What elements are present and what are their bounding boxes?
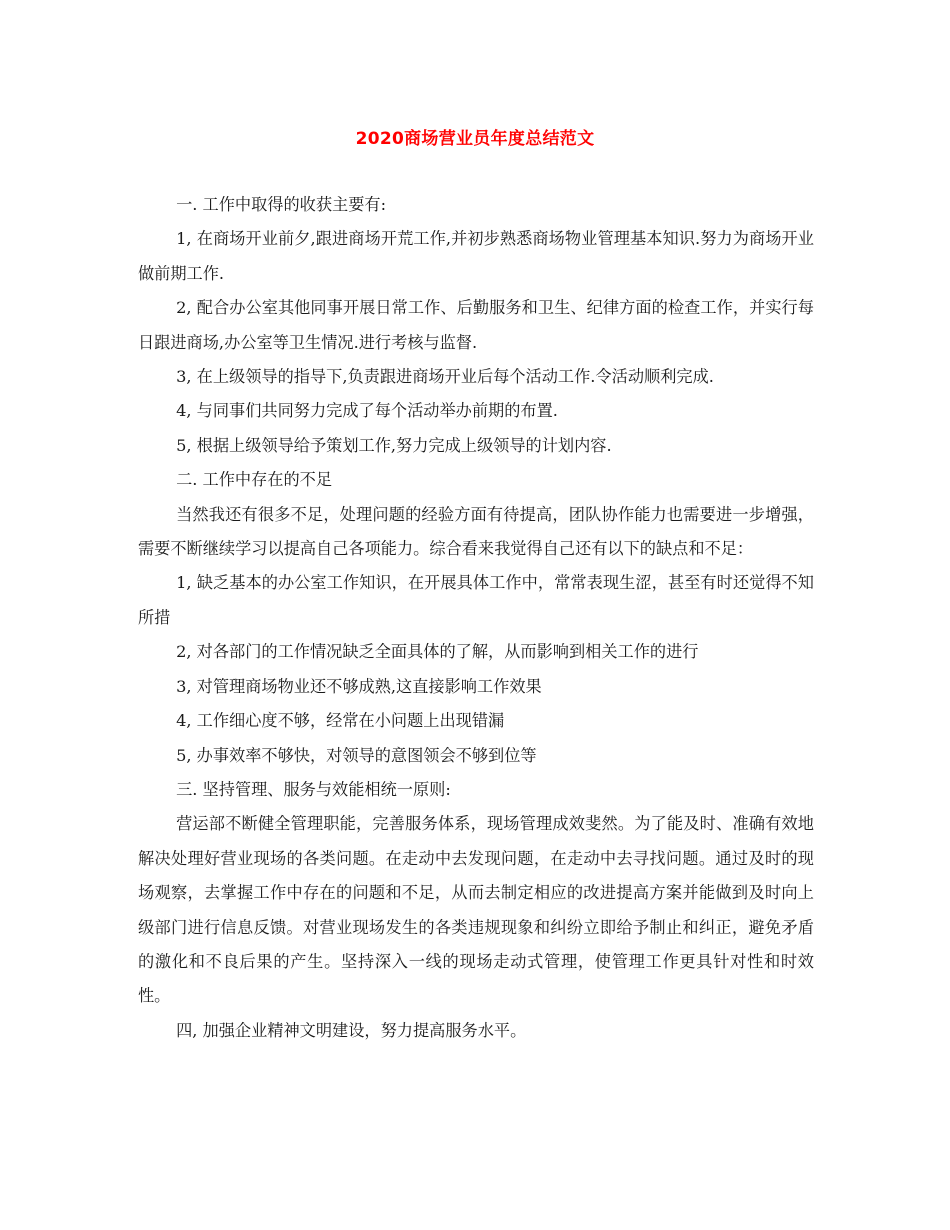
paragraph: 3, 在上级领导的指导下,负责跟进商场开业后每个活动工作.令活动顺利完成. bbox=[176, 367, 714, 387]
heading-4: 四, 加强企业精神文明建设，努力提高服务水平。 bbox=[176, 1020, 527, 1040]
paragraph: 3, 对管理商场物业还不够成熟,这直接影响工作效果 bbox=[176, 676, 542, 696]
paragraph: 2, 配合办公室其他同事开展日常工作、后勤服务和卫生、纪律方面的检查工作，并实行每日跟进商场,办公室等卫生情况.进行考核与监督. bbox=[138, 298, 814, 352]
document-title: 2020商场营业员年度总结范文 bbox=[355, 129, 595, 149]
paragraph: 2, 对各部门的工作情况缺乏全面具体的了解，从而影响到相关工作的进行 bbox=[176, 642, 699, 662]
heading-1: 一. 工作中取得的收获主要有: bbox=[176, 195, 387, 214]
paragraph: 当然我还有很多不足，处理问题的经验方面有待提高，团队协作能力也需要进一步增强，需要不断继续学习以提高自己各项能力。综合看来我觉得自己还有以下的缺点和不足： bbox=[138, 504, 814, 559]
heading-2: 二. 工作中存在的不足 bbox=[176, 470, 333, 490]
paragraph: 5, 办事效率不够快，对领导的意图领会不够到位等 bbox=[176, 745, 537, 765]
paragraph: 1, 缺乏基本的办公室工作知识，在开展具体工作中，常常表现生涩，甚至有时还觉得不知所措 bbox=[138, 573, 814, 627]
paragraph: 营运部不断健全管理职能，完善服务体系，现场管理成效斐然。为了能及时、准确有效地解决处理好营业现场的各类问题。在走动中去发现问题，在走动中去寻找问题。通过及时的现场观察，去掌握工作中存在的问题和不足，从而去制定相应的改进提高方案并能做到及时向上级部门进行信息反馈。对营业现场发生的各类违规现象和纠纷立即给予制止和纠正，避免矛盾的激化和不良后果的产生。坚持深入一线的现场走动式管理，使管理工作更具针对性和时效性。 bbox=[138, 814, 814, 1006]
paragraph: 4, 与同事们共同努力完成了每个活动举办前期的布置. bbox=[176, 401, 558, 421]
paragraph: 1, 在商场开业前夕,跟进商场开荒工作,并初步熟悉商场物业管理基本知识.努力为商场开业做前期工作. bbox=[138, 229, 814, 283]
heading-3: 三. 坚持管理、服务与效能相统一原则: bbox=[176, 779, 451, 799]
document-body bbox=[138, 188, 814, 1048]
paragraph: 4, 工作细心度不够，经常在小问题上出现错漏 bbox=[176, 711, 505, 731]
paragraph: 5, 根据上级领导给予策划工作,努力完成上级领导的计划内容. bbox=[176, 435, 612, 455]
